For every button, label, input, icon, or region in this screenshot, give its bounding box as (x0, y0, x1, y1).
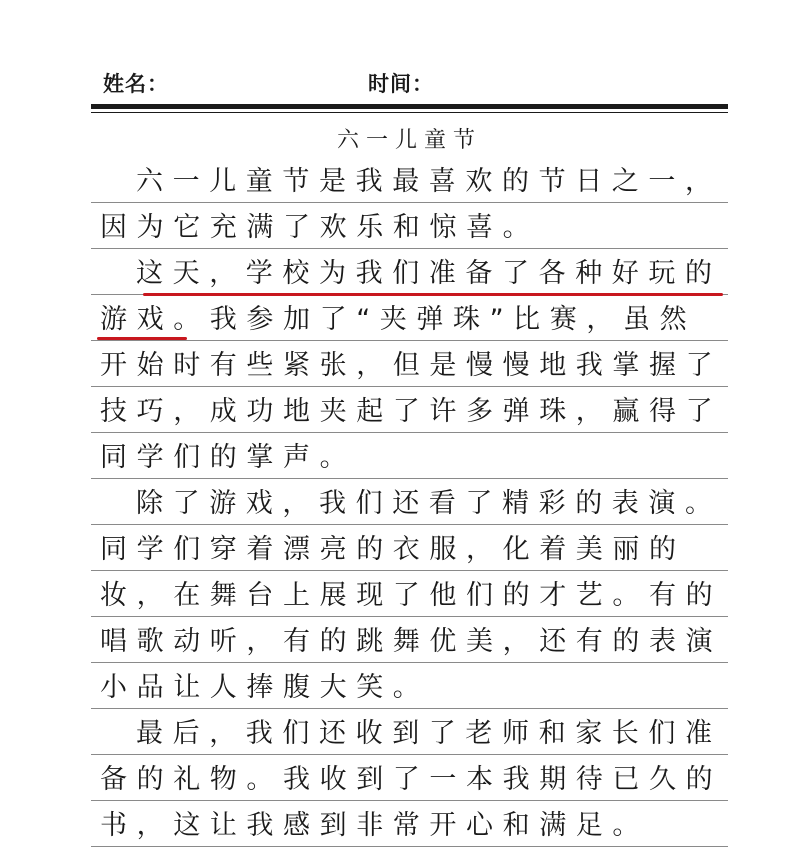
name-label: 姓名： (103, 72, 169, 96)
essay-line (91, 479, 728, 525)
essay-line-text: 最后，我们还收到了老师和家长们准 (136, 718, 722, 749)
essay-line-text: 同学们穿着漂亮的衣服，化着美丽的 (100, 534, 686, 565)
header-thin-rule (91, 112, 728, 113)
essay-line (91, 203, 728, 249)
essay-line-text: 这天，学校为我们准备了各种好玩的 (136, 258, 722, 289)
essay-line (91, 617, 728, 663)
essay-line (91, 709, 728, 755)
essay-line-text: 唱歌动听，有的跳舞优美，还有的表演 (100, 626, 723, 657)
essay-line-text: 技巧，成功地夹起了许多弹珠，赢得了 (100, 396, 723, 427)
essay-line-text: 小品让人捧腹大笑。 (100, 672, 430, 703)
red-underline-end (97, 337, 187, 340)
essay-line (91, 525, 728, 571)
essay-line (91, 387, 728, 433)
red-underline-main (143, 293, 723, 296)
line-rule (91, 846, 728, 847)
essay-title: 六一儿童节 (336, 128, 482, 153)
essay-line (91, 157, 728, 203)
essay-line-text: 六一儿童节是我最喜欢的节日之一， (136, 166, 722, 197)
essay-line (91, 663, 728, 709)
essay-line (91, 341, 728, 387)
essay-line (91, 295, 728, 341)
essay-line-text: 书，这让我感到非常开心和满足。 (100, 810, 649, 841)
header-thick-rule (91, 104, 728, 109)
essay-line-text: 因为它充满了欢乐和惊喜。 (100, 212, 540, 243)
essay-line-text: 除了游戏，我们还看了精彩的表演。 (136, 488, 722, 519)
essay-line (91, 755, 728, 801)
essay-line (91, 571, 728, 617)
worksheet-header (100, 68, 730, 98)
essay-line (91, 249, 728, 295)
essay-line (91, 801, 728, 847)
essay-line-text: 游戏。我参加了“夹弹珠”比赛，虽然 (100, 304, 697, 335)
essay-line-text: 开始时有些紧张，但是慢慢地我掌握了 (100, 350, 723, 381)
essay-line-text: 妆，在舞台上展现了他们的才艺。有的 (100, 580, 723, 611)
essay-line (91, 433, 728, 479)
time-label: 时间： (368, 72, 434, 96)
essay-line-text: 同学们的掌声。 (100, 442, 357, 473)
essay-line-text: 备的礼物。我收到了一本我期待已久的 (100, 764, 723, 795)
